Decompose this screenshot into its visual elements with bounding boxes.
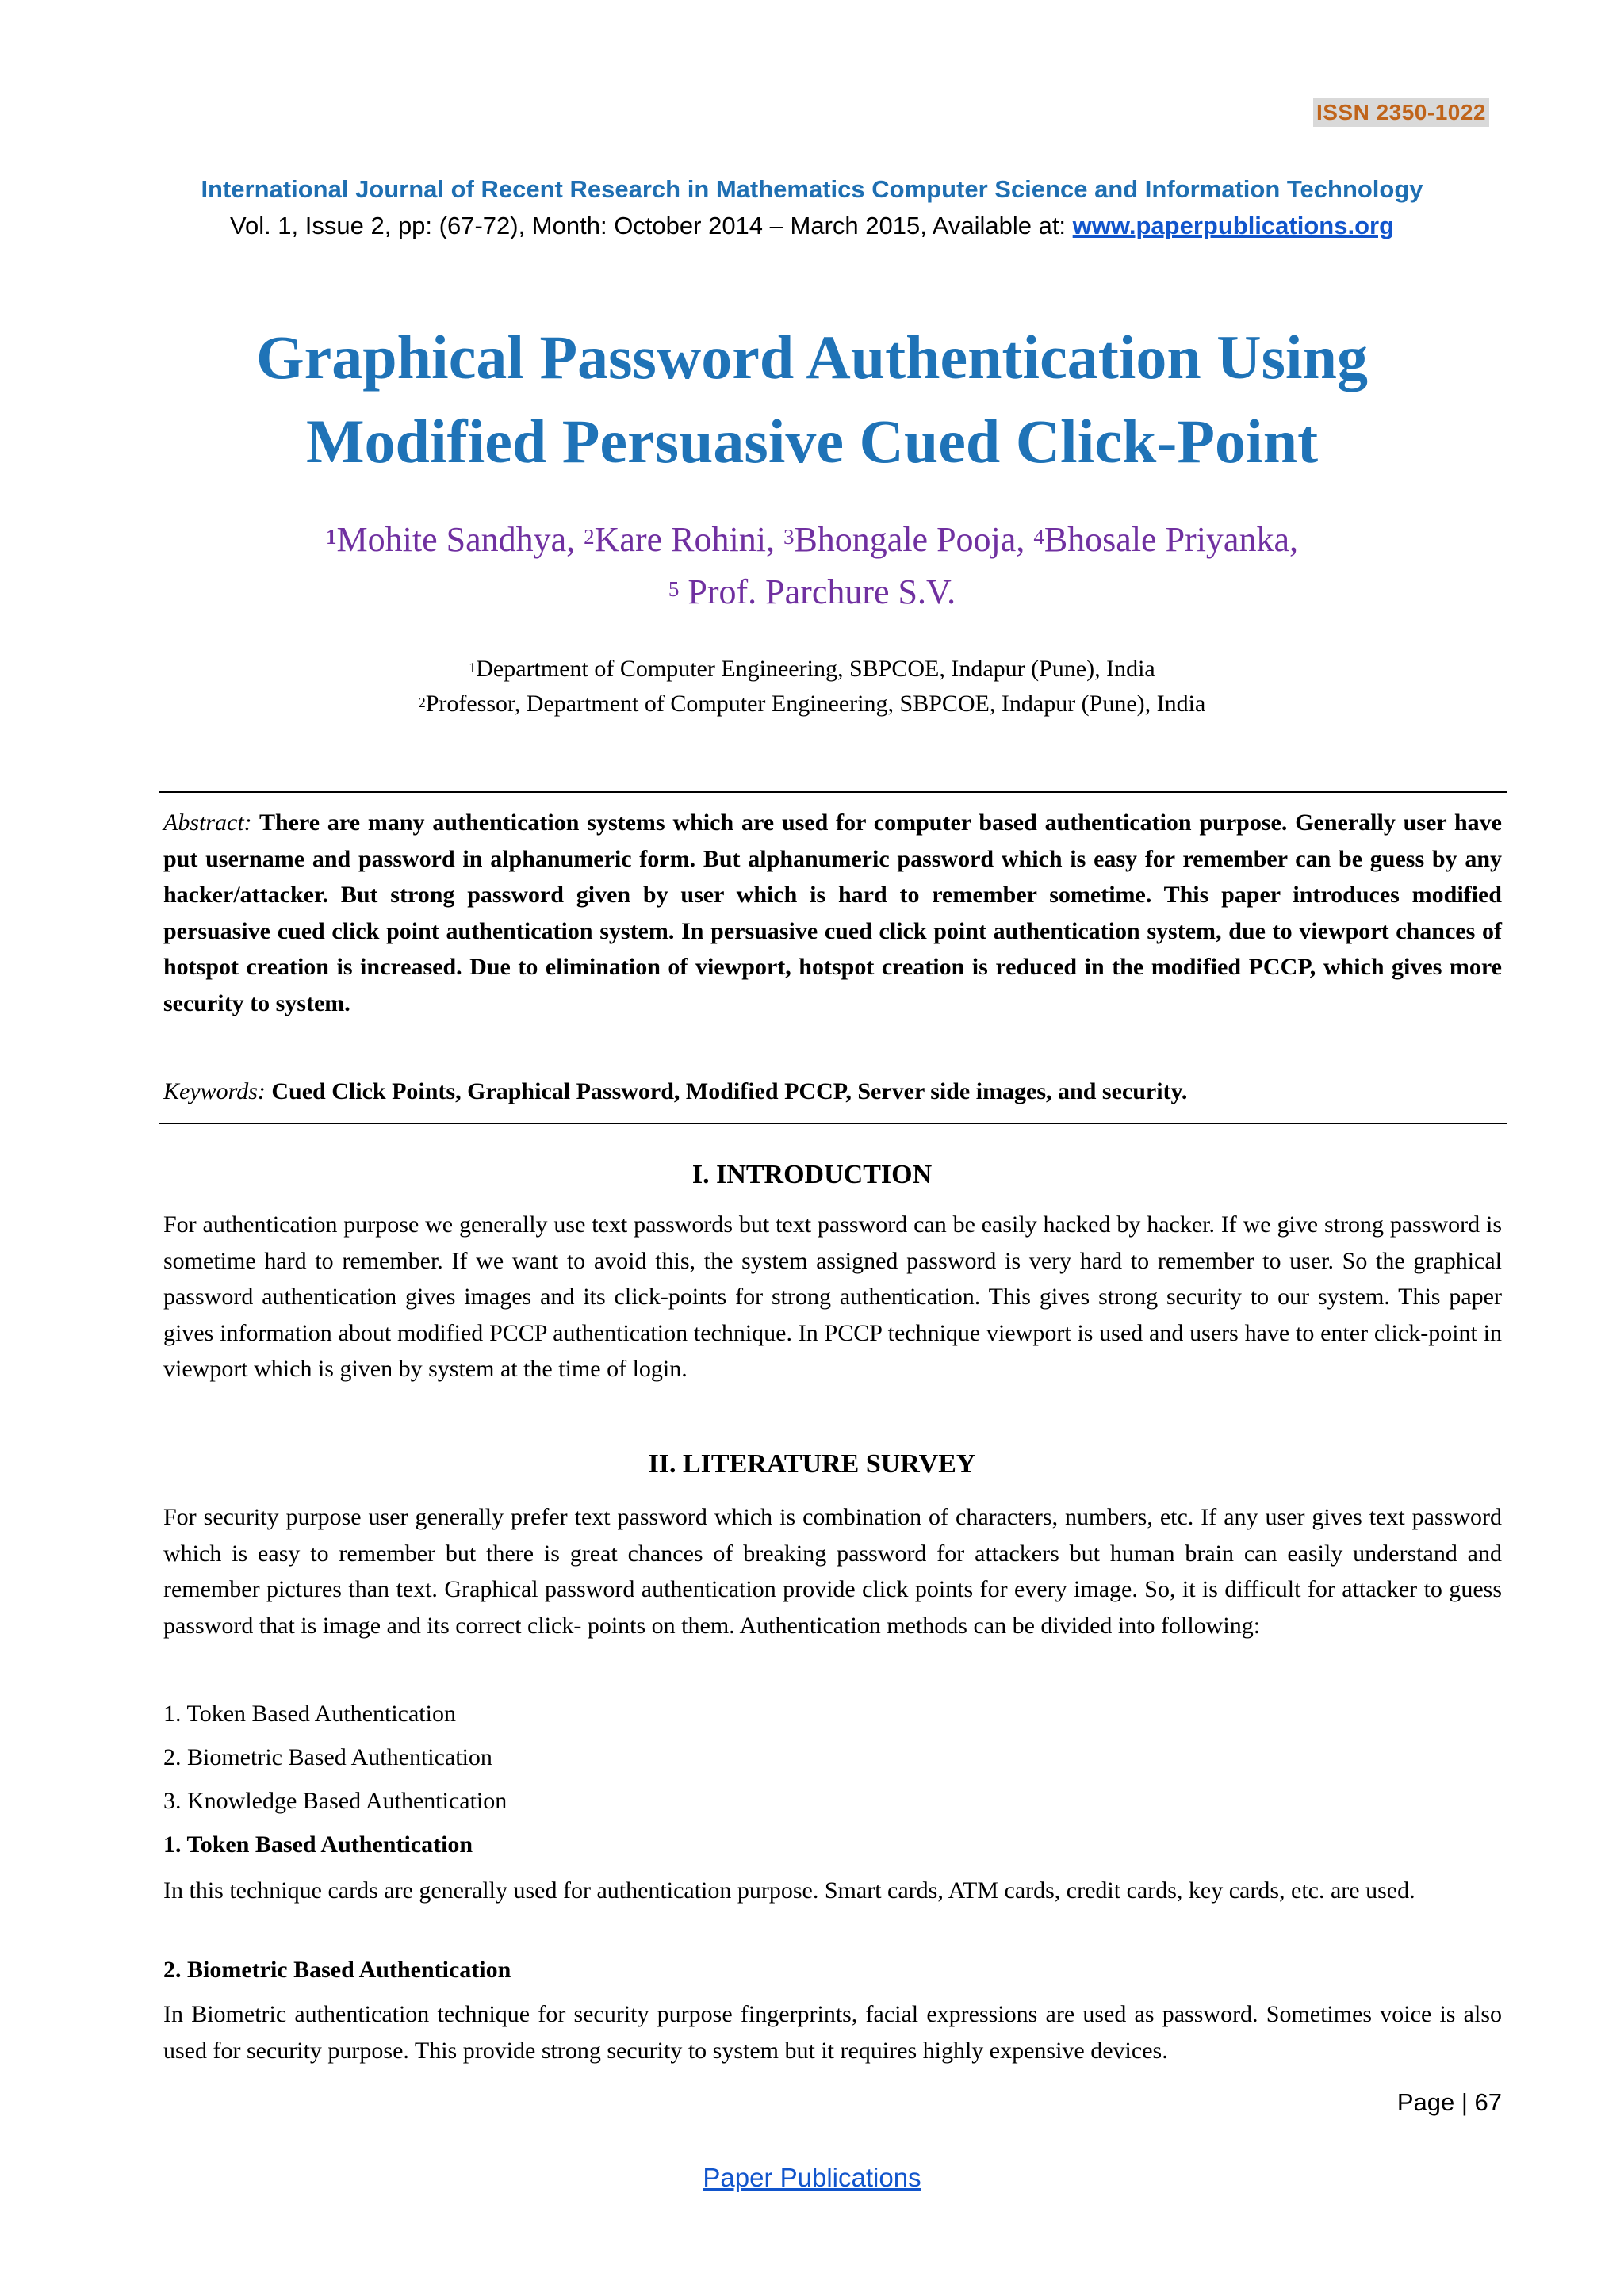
keywords (163, 1074, 1502, 1109)
affiliations (0, 652, 1624, 721)
subheading-token: 1. Token Based Authentication (163, 1831, 473, 1858)
publisher-link[interactable]: Paper Publications (703, 2163, 921, 2192)
introduction-text: For authentication purpose we generally use text passwords but text password can be easily hacked by hacker. If we give strong password is sometime hard to remember. If we want to avoid this, the system assigned password is very hard to remember to user. So the graphical password authentication gives images and its click-points for strong authentication. This gives strong security to our system. This paper gives information about modified PCCP authentication technique. In PCCP technique viewport is used and users have to enter click-point in viewport which is given by system at the time of login. (163, 1211, 1502, 1382)
title-line-1: Graphical Password Authentication Using (256, 323, 1368, 392)
page-number: Page | 67 (1396, 2088, 1502, 2116)
footer (0, 2163, 1624, 2193)
token-text: In this technique cards are generally used for authentication purpose. Smart cards, ATM cards, credit cards, key cards, etc. are used. (163, 1877, 1415, 1904)
journal-name: International Journal of Recent Research in Mathematics Computer Science and Information Technology (201, 175, 1423, 203)
abstract (163, 805, 1502, 1021)
affiliation-text: Department of Computer Engineering, SBPCOE, Indapur (Pune), India (476, 656, 1155, 682)
author-index: 4 (1033, 525, 1044, 549)
author-index: 3 (783, 525, 795, 549)
affiliation-1 (0, 652, 1624, 687)
affiliation-text: Professor, Department of Computer Engineering, SBPCOE, Indapur (Pune), India (425, 691, 1206, 717)
title-line-2: Modified Persuasive Cued Click-Point (305, 407, 1319, 476)
abstract-label: Abstract: (163, 809, 252, 836)
list-item: 1. Token Based Authentication (163, 1701, 456, 1727)
volume-text: Vol. 1, Issue 2, pp: (67-72), Month: October 2014 – March 2015, Available at: (229, 212, 1073, 239)
author-name: Prof. Parchure S.V. (679, 572, 956, 611)
author-index: 5 (668, 577, 680, 601)
biometric-text: In Biometric authentication technique for security purpose fingerprints, facial expressions are used as password. Sometimes voice is also used for security purpose. This provide strong security to system but it requires highly expensive devices. (163, 2001, 1502, 2064)
keywords-text: Cued Click Points, Graphical Password, Modified PCCP, Server side images, and security. (265, 1078, 1188, 1104)
author-name: Kare Rohini, (594, 520, 783, 559)
author-name: Mohite Sandhya, (336, 520, 584, 559)
authors-line-2 (0, 566, 1624, 618)
issn-badge: ISSN 2350-1022 (1313, 98, 1489, 127)
affiliation-index: 2 (418, 695, 426, 710)
subheading-biometric: 2. Biometric Based Authentication (163, 1957, 511, 1983)
divider-bottom (159, 1123, 1507, 1124)
section-heading-literature-survey: II. LITERATURE SURVEY (648, 1449, 976, 1479)
affiliation-2 (0, 687, 1624, 721)
list-item: 3. Knowledge Based Authentication (163, 1788, 508, 1814)
website-link[interactable]: www.paperpublications.org (1072, 212, 1395, 239)
affiliation-index: 1 (469, 660, 477, 675)
author-index: 2 (584, 525, 595, 549)
divider-top (159, 791, 1507, 793)
journal-header (0, 171, 1624, 244)
author-name: Bhosale Priyanka, (1044, 520, 1298, 559)
literature-text: For security purpose user generally prefer text password which is combination of characters, numbers, etc. If any user gives text password which is easy to remember but there is great chances of breaking password for attackers but human brain can easily understand and remember pictures than text. Graphical password authentication provide click points for every image. So, it is difficult for attacker to guess password that is image and its correct click- points on them. Authentication methods can be divided into following: (163, 1504, 1502, 1639)
authors-line-1 (0, 514, 1624, 566)
section-heading-introduction: I. INTRODUCTION (691, 1160, 933, 1189)
author-name: Bhongale Pooja, (794, 520, 1034, 559)
journal-volume-info (0, 208, 1624, 244)
keywords-label: Keywords: (163, 1078, 266, 1104)
paper-title (0, 316, 1624, 484)
author-index: 1 (326, 525, 337, 549)
abstract-text: There are many authentication systems which are used for computer based authentication purpose. Generally user have put username and password in alphanumeric form. But alphanumeric password which is easy for remember can be guess by any hacker/attacker. But strong password given by user which is hard to remember sometime. This paper introduces modified persuasive cued click point authentication system. In persuasive cued click point authentication system, due to viewport chances of hotspot creation is increased. Due to elimination of viewport, hotspot creation is reduced in the modified PCCP, which gives more security to system. (163, 809, 1502, 1016)
list-item: 2. Biometric Based Authentication (163, 1744, 492, 1770)
author-list (0, 514, 1624, 618)
